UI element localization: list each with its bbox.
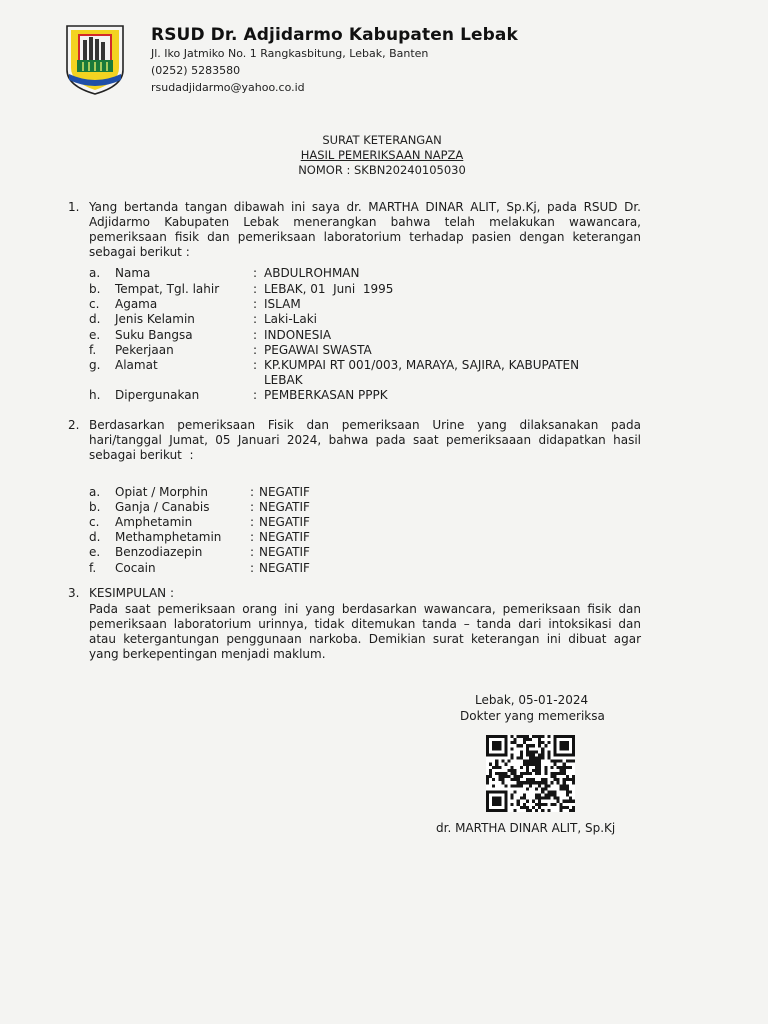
field-label: Pekerjaan	[115, 343, 174, 357]
section-2-paragraph	[89, 418, 641, 463]
conclusion-line: yang berkepentingan menjadi maklum.	[89, 647, 326, 661]
field-value-purpose: PEMBERKASAN PPPK	[264, 388, 388, 402]
result-label: Ganja / Canabis	[115, 500, 210, 514]
result-value: NEGATIF	[259, 545, 310, 559]
field-colon: :	[253, 266, 258, 280]
conclusion-line: Pada saat pemeriksaan orang ini yang berdasarkan wawancara, pemeriksaan fisik dan	[89, 602, 641, 616]
hospital-address: Jl. Iko Jatmiko No. 1 Rangkasbitung, Lebak, Banten	[151, 47, 429, 60]
conclusion-line: atau ketergantungan penggunaan narkoba. Demikian surat keterangan ini dibuat agar	[89, 632, 641, 646]
section-2-line: Berdasarkan pemeriksaan Fisik dan pemeriksaan Urine yang dilaksanakan pada	[89, 418, 641, 432]
result-value: NEGATIF	[259, 561, 310, 575]
conclusion-line: pemeriksaan laboratorium urinnya, tidak ditemukan tanda – tanda dari intoksikasi dan	[89, 617, 641, 631]
qr-code	[486, 735, 575, 812]
signature-role: Dokter yang memeriksa	[460, 709, 605, 723]
result-label: Cocain	[115, 561, 156, 575]
field-letter: c.	[89, 297, 100, 311]
field-colon: :	[253, 328, 258, 342]
field-letter: a.	[89, 266, 101, 280]
field-label: Alamat	[115, 358, 158, 372]
document-number: NOMOR : SKBN20240105030	[298, 163, 466, 177]
field-letter: f.	[89, 343, 97, 357]
document-subtitle	[0, 148, 766, 162]
section-2-line: hari/tanggal Jumat, 05 Januari 2024, bahwa pada saat pemeriksaaan didapatkan hasil	[89, 433, 641, 447]
conclusion-paragraph	[89, 602, 641, 662]
section-2-line: sebagai berikut :	[89, 448, 194, 462]
result-value: NEGATIF	[259, 485, 310, 499]
result-label: Benzodiazepin	[115, 545, 203, 559]
field-colon: :	[253, 312, 258, 326]
field-label: Jenis Kelamin	[115, 312, 195, 326]
field-colon: :	[253, 358, 258, 372]
result-letter: e.	[89, 545, 101, 559]
hospital-logo	[63, 20, 127, 96]
section-1-line: pemeriksaan fisik dan pemeriksaan laboratorium terhadap pasien dengan keterangan	[89, 230, 641, 244]
field-label: Agama	[115, 297, 158, 311]
field-value-religion: ISLAM	[264, 297, 301, 311]
field-label: Suku Bangsa	[115, 328, 193, 342]
field-value-occupation: PEGAWAI SWASTA	[264, 343, 372, 357]
section-3-number: 3.	[68, 586, 80, 600]
result-letter: a.	[89, 485, 101, 499]
signature-place-date: Lebak, 05-01-2024	[475, 693, 589, 707]
field-value-birth: LEBAK, 01 Juni 1995	[264, 282, 394, 296]
result-colon: :	[250, 515, 255, 529]
result-colon: :	[250, 545, 255, 559]
result-letter: b.	[89, 500, 101, 514]
field-colon: :	[253, 282, 258, 296]
field-value-gender: Laki-Laki	[264, 312, 317, 326]
section-1-paragraph	[89, 200, 641, 260]
result-colon: :	[250, 500, 255, 514]
field-letter: b.	[89, 282, 101, 296]
field-colon: :	[253, 297, 258, 311]
field-value-address: KP.KUMPAI RT 001/003, MARAYA, SAJIRA, KABUPATEN	[264, 358, 580, 372]
conclusion-heading: KESIMPULAN :	[89, 586, 174, 600]
field-label: Dipergunakan	[115, 388, 200, 402]
result-label: Amphetamin	[115, 515, 193, 529]
field-label: Nama	[115, 266, 151, 280]
result-label: Opiat / Morphin	[115, 485, 208, 499]
field-value-ethnicity: INDONESIA	[264, 328, 332, 342]
section-1-number: 1.	[68, 200, 80, 214]
field-colon: :	[253, 388, 258, 402]
section-1-line: sebagai berikut :	[89, 245, 190, 259]
field-colon: :	[253, 343, 258, 357]
field-value-address-cont: LEBAK	[264, 373, 303, 387]
result-value: NEGATIF	[259, 500, 310, 514]
result-letter: c.	[89, 515, 100, 529]
field-value-name: ABDULROHMAN	[264, 266, 360, 280]
hospital-email: rsudadjidarmo@yahoo.co.id	[151, 81, 305, 94]
hospital-phone: (0252) 5283580	[151, 64, 241, 77]
document-subtitle-text: HASIL PEMERIKSAAN NAPZA	[300, 148, 464, 162]
result-letter: d.	[89, 530, 101, 544]
field-letter: h.	[89, 388, 101, 402]
result-colon: :	[250, 561, 255, 575]
result-letter: f.	[89, 561, 97, 575]
document-title: SURAT KETERANGAN	[322, 133, 442, 147]
section-1-line: Adjidarmo Kabupaten Lebak menerangkan bahwa telah melakukan wawancara,	[89, 215, 641, 229]
field-letter: d.	[89, 312, 101, 326]
result-colon: :	[250, 485, 255, 499]
section-2-number: 2.	[68, 418, 80, 432]
result-value: NEGATIF	[259, 515, 310, 529]
hospital-name: RSUD Dr. Adjidarmo Kabupaten Lebak	[151, 25, 518, 45]
field-letter: g.	[89, 358, 101, 372]
result-value: NEGATIF	[259, 530, 310, 544]
result-label: Methamphetamin	[115, 530, 222, 544]
result-colon: :	[250, 530, 255, 544]
field-label: Tempat, Tgl. lahir	[115, 282, 220, 296]
field-letter: e.	[89, 328, 101, 342]
signature-doctor-name: dr. MARTHA DINAR ALIT, Sp.Kj	[436, 821, 616, 835]
section-1-line: Yang bertanda tangan dibawah ini saya dr. MARTHA DINAR ALIT, Sp.Kj, pada RSUD Dr.	[89, 200, 641, 214]
